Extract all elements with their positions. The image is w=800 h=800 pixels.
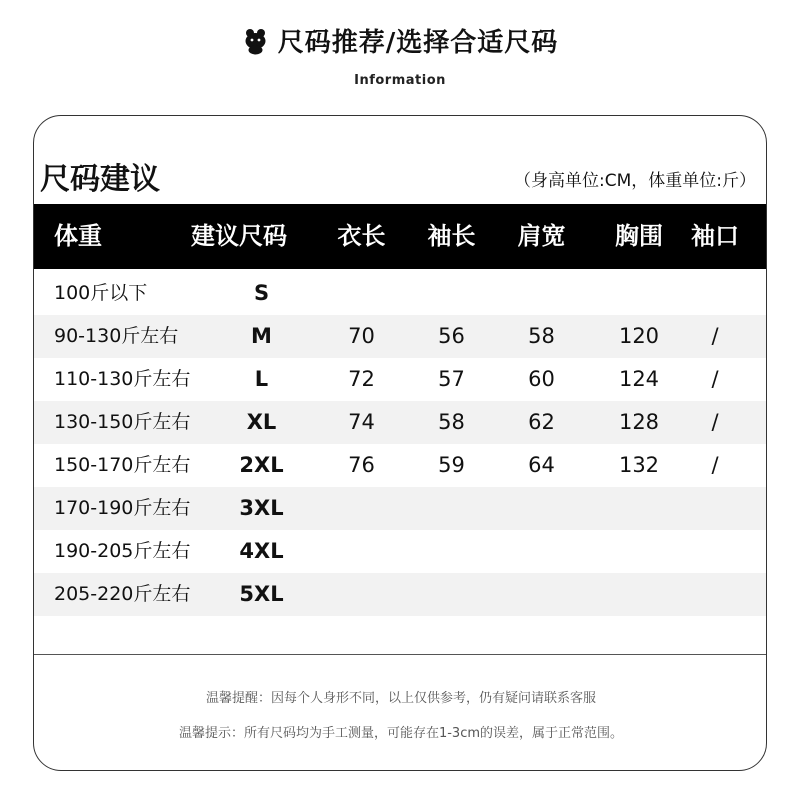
cell-length [319, 530, 404, 573]
table-row [34, 315, 767, 358]
table-row [34, 530, 767, 573]
cell-shoulder: 64 [528, 453, 555, 477]
cell-length [319, 573, 404, 616]
cell-shoulder: 60 [528, 367, 555, 391]
reminder-note: 温馨提醒：因每个人身形不同，以上仅供参考，仍有疑问请联系客服 [205, 691, 596, 706]
header-cuff: 袖口 [691, 222, 739, 250]
page-subtitle: Information [354, 73, 446, 88]
cell-size: M [251, 324, 272, 348]
table-row [34, 487, 767, 530]
cell-size: 3XL [239, 496, 284, 520]
cell-sleeve [404, 573, 499, 616]
table-row [34, 358, 767, 401]
cell-chest [589, 272, 689, 315]
title-row [242, 22, 559, 59]
cell-cuff: / [711, 367, 719, 391]
cell-cuff: / [711, 453, 719, 477]
size-chart-card [33, 115, 767, 771]
cell-weight: 110-130斤左右 [54, 368, 191, 390]
cell-weight: 100斤以下 [54, 282, 148, 304]
cell-chest: 128 [618, 410, 660, 434]
cell-chest [589, 487, 689, 530]
cell-shoulder [499, 530, 584, 573]
divider [34, 654, 767, 655]
cell-sleeve: 56 [438, 324, 465, 348]
cell-weight: 205-220斤左右 [54, 583, 191, 605]
table-body [34, 272, 767, 616]
unit-note: （身高单位:CM，体重单位:斤） [514, 171, 756, 191]
header-shoulder: 肩宽 [517, 222, 566, 250]
cell-length [319, 272, 404, 315]
cell-sleeve: 59 [438, 453, 465, 477]
cell-length [319, 487, 404, 530]
cell-cuff [679, 530, 751, 573]
header-chest: 胸围 [615, 222, 663, 250]
table-row [34, 272, 767, 315]
cell-chest: 124 [618, 367, 660, 391]
header-size: 建议尺码 [191, 222, 287, 250]
cell-cuff [679, 573, 751, 616]
bear-icon [242, 27, 270, 55]
cell-cuff [679, 487, 751, 530]
cell-shoulder: 62 [528, 410, 555, 434]
cell-size: 2XL [239, 453, 284, 477]
page-header [0, 22, 800, 88]
cell-weight: 190-205斤左右 [54, 540, 191, 562]
table-row [34, 573, 767, 616]
cell-sleeve: 58 [438, 410, 465, 434]
cell-weight: 170-190斤左右 [54, 497, 191, 519]
cell-shoulder [499, 272, 584, 315]
page-title: 尺码推荐/选择合适尺码 [277, 28, 559, 58]
cell-length: 76 [348, 453, 375, 477]
cell-size: XL [246, 410, 277, 434]
cell-weight: 130-150斤左右 [54, 411, 191, 433]
cell-sleeve [404, 487, 499, 530]
cell-shoulder [499, 487, 584, 530]
header-length: 衣长 [337, 222, 386, 250]
measurement-note: 温馨提示：所有尺码均为手工测量，可能存在1-3cm的误差，属于正常范围。 [178, 726, 624, 741]
cell-shoulder [499, 573, 584, 616]
cell-cuff: / [711, 410, 719, 434]
cell-weight: 150-170斤左右 [54, 454, 191, 476]
cell-size: S [253, 281, 270, 305]
cell-weight: 90-130斤左右 [54, 325, 179, 347]
section-title: 尺码建议 [40, 162, 160, 197]
cell-size: L [254, 367, 269, 391]
cell-shoulder: 58 [528, 324, 555, 348]
cell-chest: 132 [618, 453, 660, 477]
cell-chest [589, 573, 689, 616]
cell-sleeve [404, 530, 499, 573]
header-weight: 体重 [54, 222, 102, 250]
cell-length: 72 [348, 367, 375, 391]
cell-length: 74 [348, 410, 375, 434]
cell-chest: 120 [618, 324, 660, 348]
cell-chest [589, 530, 689, 573]
cell-sleeve [404, 272, 499, 315]
cell-cuff [679, 272, 751, 315]
cell-cuff: / [711, 324, 719, 348]
table-header [34, 204, 767, 269]
cell-length: 70 [348, 324, 375, 348]
cell-size: 4XL [239, 539, 284, 563]
header-sleeve: 袖长 [427, 222, 476, 250]
cell-size: 5XL [239, 582, 284, 606]
cell-sleeve: 57 [438, 367, 465, 391]
table-row [34, 401, 767, 444]
table-row [34, 444, 767, 487]
